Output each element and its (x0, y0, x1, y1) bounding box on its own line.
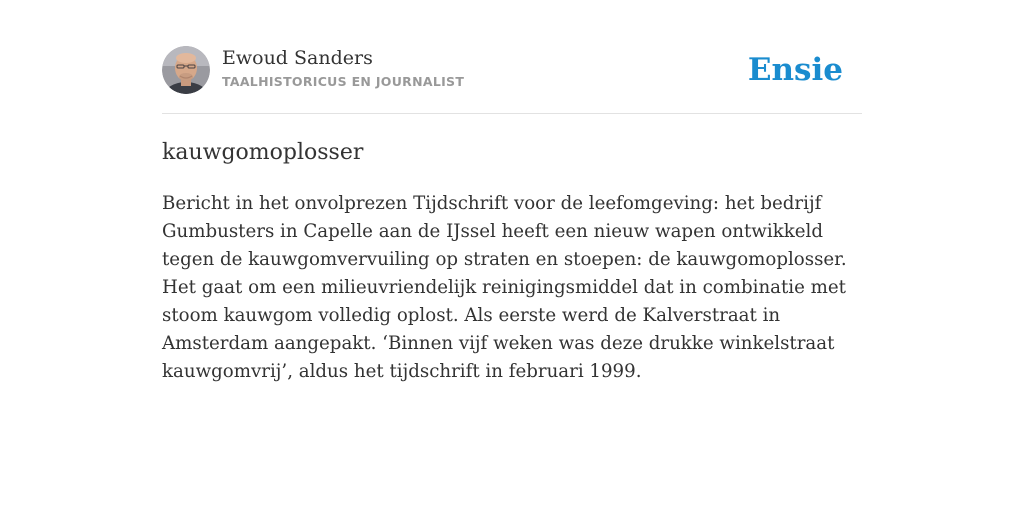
author-role: TAALHISTORICUS EN JOURNALIST (222, 74, 465, 89)
avatar-portrait-icon (162, 46, 210, 94)
author-header (162, 46, 862, 96)
author-avatar[interactable] (162, 46, 210, 94)
ensie-logo[interactable]: Ensie (747, 52, 843, 88)
entry-body: Bericht in het onvolprezen Tijdschrift voor de leefomgeving: het bedrijf Gumbusters in Capelle aan de IJssel heeft een nieuw wapen ontwikkeld tegen de kauwgomvervuiling op straten en stoepen: de kauwgomoplosser. Het gaat om een milieuvriendelijk reinigingsmiddel dat in combinatie met stoom kauwgom volledig oplost. Als eerste werd de Kalverstraat in Amsterdam aangepakt. ‘Binnen vijf weken was deze drukke winkelstraat kauwgomvrij’, aldus het tijdschrift in februari 1999. (162, 193, 847, 382)
author-name[interactable]: Ewoud Sanders (222, 47, 373, 69)
entry-title: kauwgomoplosser (162, 140, 364, 165)
header-divider (162, 113, 862, 114)
